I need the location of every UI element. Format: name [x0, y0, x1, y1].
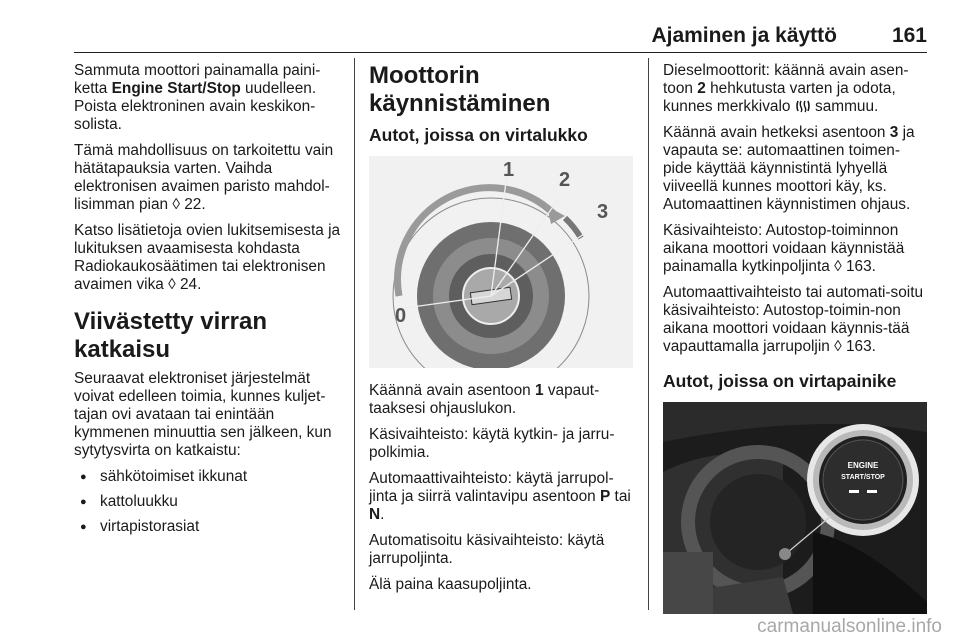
paragraph: Automaattivaihteisto tai automati-soitu käsivaihteisto: Autostop-toimin-non aikana moottori voidaan käynnis-tää vapauttamalla jarrupoljin ◊ 163. — [663, 284, 924, 355]
section-heading: Viivästetty virran katkaisu — [74, 308, 267, 363]
position-0-label: 0 — [395, 305, 407, 327]
header-rule — [74, 52, 927, 53]
list-item: ● sähkötoimiset ikkunat — [74, 468, 346, 486]
paragraph: Automatisoitu käsivaihteisto: käytä jarrupoljinta. — [369, 532, 605, 567]
section-heading: Moottorin käynnistäminen — [369, 62, 551, 117]
glow-plug-icon — [795, 99, 811, 113]
paragraph: Tämä mahdollisuus on tarkoitettu vain hätätapauksia varten. Vaihda elektronisen avaimen paristo mahdol-lisimman pian ◊ 22. — [74, 142, 334, 213]
start-stop-button-photo — [663, 402, 927, 614]
bullet-list — [74, 468, 346, 536]
page-number: 161 — [891, 24, 927, 47]
sub-heading: Autot, joissa on virtapainike — [663, 371, 897, 391]
column-divider — [648, 58, 649, 610]
ignition-lock-figure — [369, 156, 633, 368]
sub-heading: Autot, joissa on virtalukko — [369, 125, 588, 145]
list-item: ● kattoluukku — [74, 493, 346, 511]
button-text-line2: START/STOP — [841, 474, 885, 481]
paragraph: Käännä avain asentoon 1 vapaut-taaksesi ohjauslukon. — [369, 382, 600, 417]
paragraph: Katso lisätietoja ovien lukitsemisesta ja lukituksen avaamisesta kohdasta Radiokaukosäätimen tai elektronisen avaimen vika ◊ 24. — [74, 222, 341, 293]
paragraph: Dieselmoottorit: käännä avain asen-toon 2 hehkutusta varten ja odota, kunnes merkkivalo sammuu. — [663, 62, 909, 115]
paragraph: Käsivaihteisto: käytä kytkin- ja jarru-polkimia. — [369, 426, 615, 461]
column-3 — [663, 62, 929, 614]
paragraph: Käsivaihteisto: Autostop-toiminnon aikana moottori voidaan käynnistää painamalla kytkinpoljinta ◊ 163. — [663, 222, 905, 275]
list-item: ● virtapistorasiat — [74, 518, 346, 536]
button-name: Engine Start/Stop — [111, 80, 241, 97]
position-3-label: 3 — [597, 201, 609, 223]
button-text-line1: ENGINE — [847, 461, 879, 470]
column-divider — [354, 58, 355, 610]
position-2-label: 2 — [559, 169, 571, 191]
page-header — [74, 22, 927, 50]
column-1 — [74, 62, 346, 543]
paragraph: Käännä avain hetkeksi asentoon 3 ja vapauta se: automaattinen toimen-pide käyttää käynnistintä lyhyellä viiveellä kunnes moottori käy, ks. Automaattinen käynnistimen ohjaus. — [663, 124, 915, 213]
page-title: Ajaminen ja käyttö — [651, 24, 837, 47]
position-1-label: 1 — [503, 159, 515, 181]
paragraph: Automaattivaihteisto: käytä jarrupol-jinta ja siirrä valintavipu asentoon P tai N. — [369, 470, 631, 523]
watermark: carmanualsonline.info — [757, 616, 942, 637]
column-2 — [369, 62, 633, 602]
paragraph: Älä paina kaasupoljinta. — [369, 576, 532, 593]
paragraph: Seuraavat elektroniset järjestelmät voivat edelleen toimia, kunnes kuljet-tajan ovi avataan tai enintään kymmenen minuuttia sen jälkeen, kun sytytysvirta on katkaistu: — [74, 370, 332, 459]
paragraph: Sammuta moottori painamalla paini-ketta Engine Start/Stop uudelleen. Poista elektroninen avain keskikon-solista. — [74, 62, 321, 133]
